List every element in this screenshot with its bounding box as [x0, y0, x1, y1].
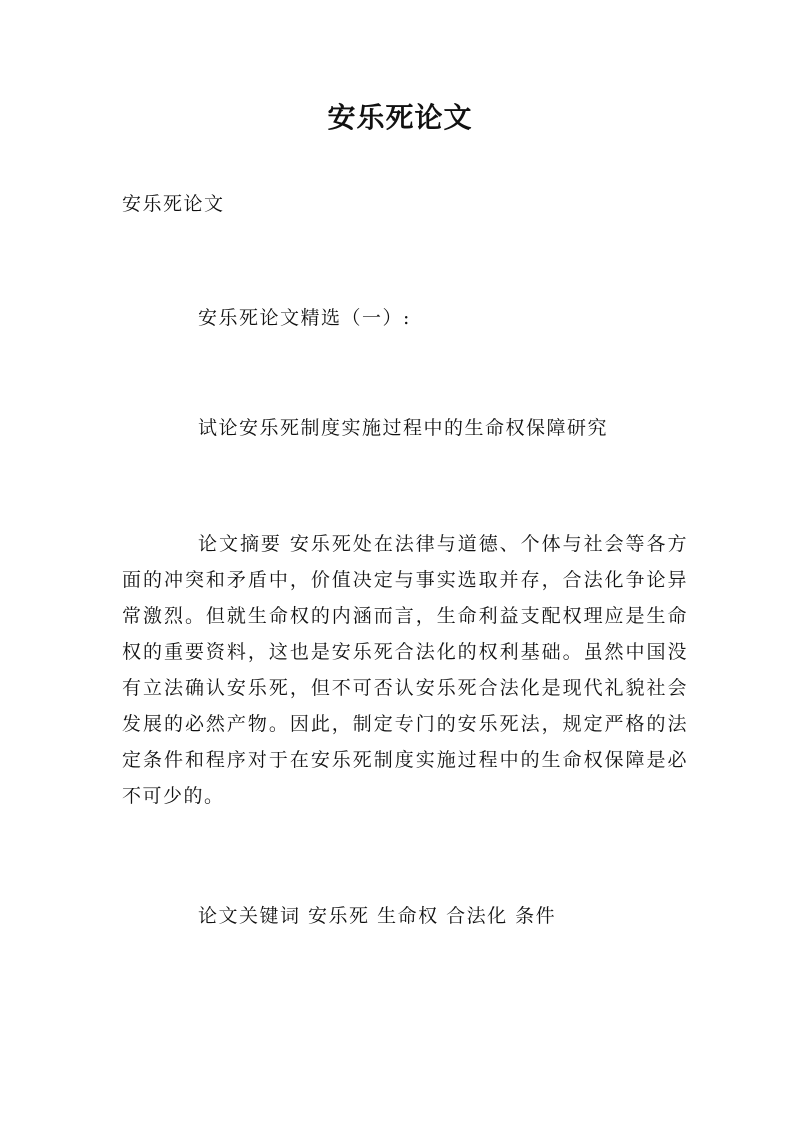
selection-heading: 安乐死论文精选（一）: [198, 307, 411, 329]
article-title: 试论安乐死制度实施过程中的生命权保障研究 [198, 417, 609, 439]
abstract-paragraph: 论文摘要 安乐死处在法律与道德、个体与社会等各方面的冲突和矛盾中，价值决定与事实选取并存，合法化争论异常激烈。但就生命权的内涵而言，生命利益支配权理应是生命权的重要资料，这也是安乐死合法化的权利基础。虽然中国没有立法确认安乐死，但不可否认安乐死合法化是现代礼貌社会发展的必然产物。因此，制定专门的安乐死法，规定严格的法定条件和程序对于在安乐死制度实施过程中的生命权保障是必不可少的。 [122, 533, 688, 807]
keywords-line: 论文关键词 安乐死 生命权 合法化 条件 [198, 905, 557, 927]
document-title: 安乐死论文 [327, 101, 473, 134]
document-subtitle: 安乐死论文 [122, 193, 225, 215]
